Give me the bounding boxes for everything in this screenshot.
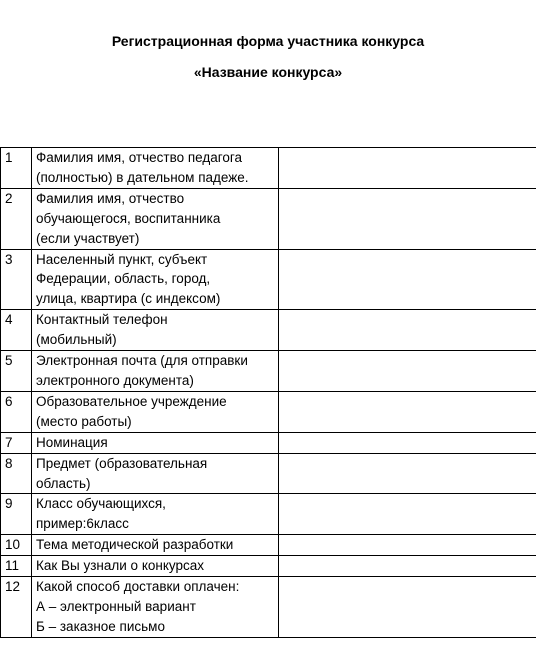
field-label: Номинация bbox=[32, 432, 279, 453]
field-value[interactable] bbox=[279, 494, 536, 535]
field-value[interactable] bbox=[279, 453, 536, 494]
form-title: Регистрационная форма участника конкурса bbox=[111, 33, 425, 49]
field-label: Класс обучающихся, пример:6класс bbox=[32, 494, 279, 535]
row-number: 9 bbox=[1, 494, 32, 535]
field-value[interactable] bbox=[279, 310, 536, 351]
field-value[interactable] bbox=[279, 351, 536, 392]
table-row bbox=[1, 535, 536, 556]
table-row bbox=[1, 453, 536, 494]
row-number: 6 bbox=[1, 391, 32, 432]
table-row bbox=[1, 556, 536, 577]
row-number: 11 bbox=[1, 556, 32, 577]
table-row bbox=[1, 351, 536, 392]
row-number: 7 bbox=[1, 432, 32, 453]
field-label: Предмет (образовательная область) bbox=[32, 453, 279, 494]
table-row bbox=[1, 249, 536, 310]
row-number: 12 bbox=[1, 577, 32, 638]
field-value[interactable] bbox=[279, 188, 536, 249]
table-row bbox=[1, 577, 536, 638]
table-row bbox=[1, 148, 536, 189]
table-row bbox=[1, 188, 536, 249]
row-number: 4 bbox=[1, 310, 32, 351]
field-value[interactable] bbox=[279, 577, 536, 638]
table-row bbox=[1, 310, 536, 351]
field-value[interactable] bbox=[279, 391, 536, 432]
row-number: 5 bbox=[1, 351, 32, 392]
field-label: Контактный телефон (мобильный) bbox=[32, 310, 279, 351]
field-value[interactable] bbox=[279, 432, 536, 453]
row-number: 1 bbox=[1, 148, 32, 189]
table-row bbox=[1, 391, 536, 432]
field-value[interactable] bbox=[279, 148, 536, 189]
field-label: Как Вы узнали о конкурсах bbox=[32, 556, 279, 577]
field-label: Электронная почта (для отправки электронного документа) bbox=[32, 351, 279, 392]
row-number: 8 bbox=[1, 453, 32, 494]
table-row bbox=[1, 432, 536, 453]
field-label: Фамилия имя, отчество обучающегося, воспитанника (если участвует) bbox=[32, 188, 279, 249]
row-number: 10 bbox=[1, 535, 32, 556]
field-label: Населенный пункт, субъект Федерации, область, город, улица, квартира (с индексом) bbox=[32, 249, 279, 310]
contest-name: «Название конкурса» bbox=[193, 64, 343, 80]
registration-table-body bbox=[1, 148, 536, 638]
field-label: Какой способ доставки оплачен: А – электронный вариант Б – заказное письмо bbox=[32, 577, 279, 638]
field-value[interactable] bbox=[279, 249, 536, 310]
row-number: 3 bbox=[1, 249, 32, 310]
field-label: Фамилия имя, отчество педагога (полностью) в дательном падеже. bbox=[32, 148, 279, 189]
field-label: Образовательное учреждение (место работы) bbox=[32, 391, 279, 432]
field-value[interactable] bbox=[279, 535, 536, 556]
registration-table bbox=[0, 147, 536, 638]
row-number: 2 bbox=[1, 188, 32, 249]
field-label: Тема методической разработки bbox=[32, 535, 279, 556]
field-value[interactable] bbox=[279, 556, 536, 577]
table-row bbox=[1, 494, 536, 535]
